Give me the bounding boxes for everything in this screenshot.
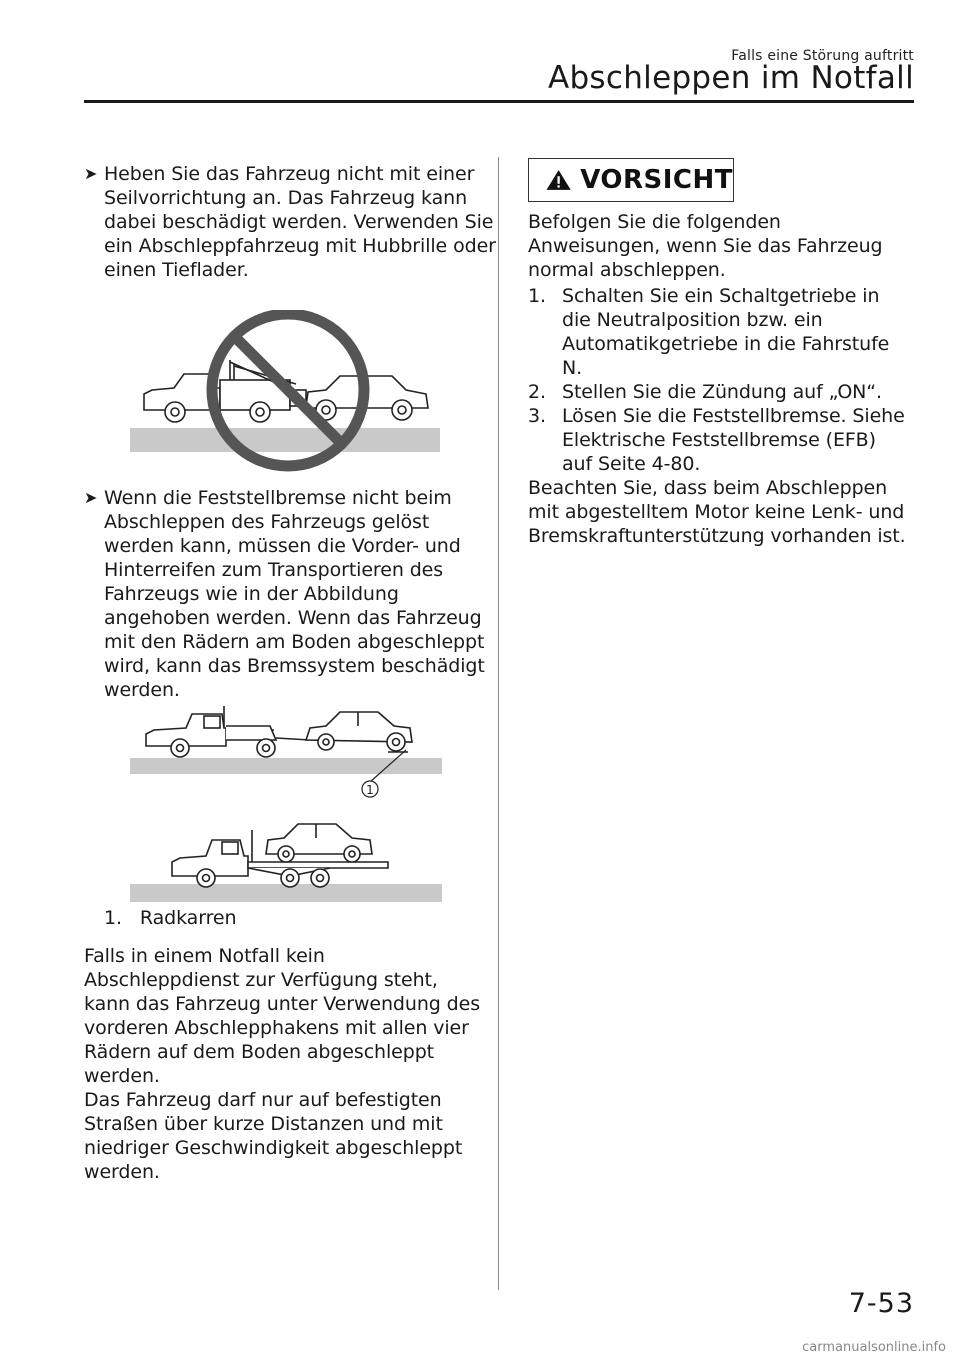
list-item — [528, 284, 908, 380]
bullet-arrow-icon: ➤ — [84, 164, 98, 183]
bullet-text: Heben Sie das Fahrzeug nicht mit einer Seilvorrichtung an. Das Fahrzeug kann dabei beschädigt werden. Verwenden Sie ein Abschleppfahrzeug mit Hubbrille oder einen Tieflader. — [104, 163, 496, 281]
step-number: 2. — [528, 381, 546, 403]
caption-text: Radkarren — [139, 907, 237, 929]
bullet-text: Wenn die Feststellbremse nicht beim Abschleppen des Fahrzeugs gelöst werden kann, müssen die Vorder- und Hinterreifen zum Transportieren des Fahrzeugs wie in der Abbildung angehoben werden. Wenn das Fahrzeug mit den Rädern am Boden abgeschleppt wird, kann das Bremssystem beschädigt werden. — [104, 487, 485, 701]
caution-header — [528, 158, 734, 202]
bullet-arrow-icon: ➤ — [84, 488, 98, 507]
header-divider — [84, 100, 914, 103]
page-title: Abschleppen im Notfall — [547, 60, 914, 96]
caution-intro: Befolgen Sie die folgenden Anweisungen, wenn Sie das Fahrzeug normal abschleppen. — [528, 211, 883, 281]
callout-number: 1 — [366, 783, 374, 797]
caption-number: 1. — [104, 907, 122, 929]
step-number: 1. — [528, 285, 546, 307]
figure-caption — [104, 906, 236, 930]
column-divider — [498, 157, 499, 1290]
flatbed-tow-illustration — [130, 810, 442, 904]
step-text: Schalten Sie ein Schaltgetriebe in die Neutralposition bzw. ein Automatikgetriebe in die Fahrstufe N. — [562, 285, 890, 379]
watermark: carmanualsonline.info — [802, 1340, 946, 1355]
step-text: Lösen Sie die Feststellbremse. Siehe Elektrische Feststellbremse (EFB) auf Seite 4-80. — [562, 405, 905, 475]
step-number: 3. — [528, 405, 546, 427]
caution-label: VORSICHT — [580, 165, 733, 195]
wheel-dolly-tow-illustration — [130, 700, 442, 800]
list-item — [528, 404, 908, 476]
warning-triangle-icon — [545, 165, 572, 195]
bullet-item-no-sling — [84, 162, 504, 282]
list-item — [528, 380, 908, 404]
paragraph-tow-restriction: Das Fahrzeug darf nur auf befestigten Straßen über kurze Distanzen und mit niedriger Geschwindigkeit abgeschleppt werden. — [84, 1089, 463, 1183]
bullet-item-parking-brake — [84, 486, 504, 702]
prohibited-sling-tow-illustration — [130, 310, 440, 480]
caution-steps-list — [528, 284, 908, 476]
paragraph-emergency-tow: Falls in einem Notfall kein Abschleppdienst zur Verfügung steht, kann das Fahrzeug unter Verwendung des vorderen Abschlepphakens mit allen vier Rädern auf dem Boden abgeschleppt werden. — [84, 945, 481, 1087]
section-title: Falls eine Störung auftritt — [731, 48, 914, 64]
caution-outro: Beachten Sie, dass beim Abschleppen mit abgestelltem Motor keine Lenk- und Bremskraftunterstützung vorhanden ist. — [528, 477, 906, 547]
step-text: Stellen Sie die Zündung auf „ON“. — [562, 381, 882, 403]
page-number: 7-53 — [848, 1288, 914, 1319]
